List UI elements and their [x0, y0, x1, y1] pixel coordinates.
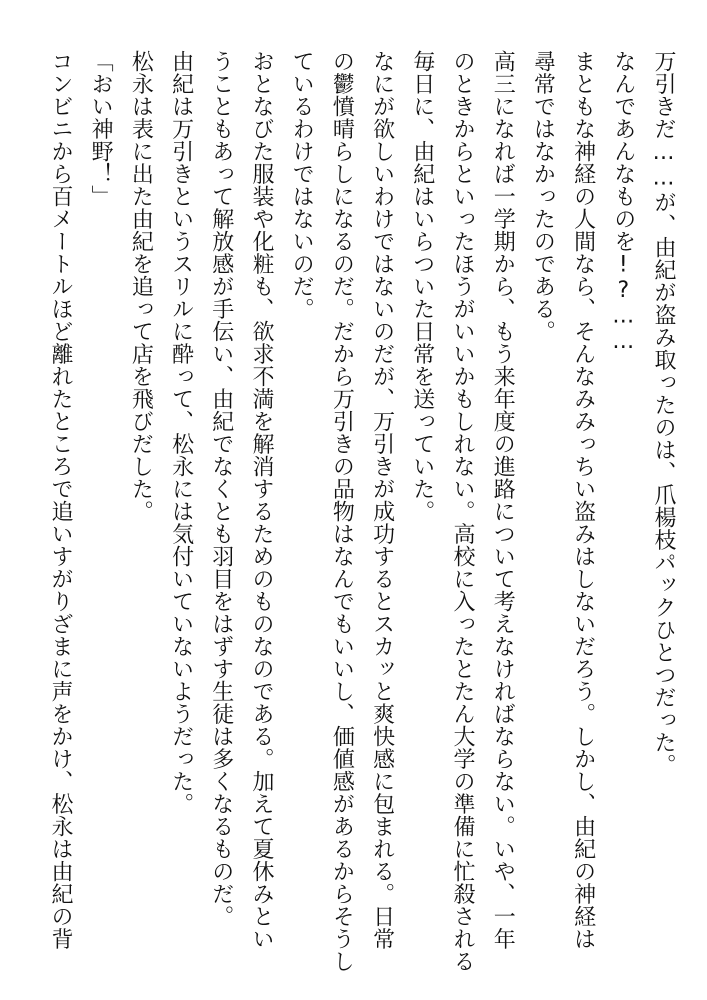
text-column: なんであんなものを!?…… — [610, 50, 636, 355]
text-column: なにが欲しいわけではないのだが、万引きが成功するとスカッと爽快感に包まれる。日常 — [369, 50, 395, 950]
text-column: 「おい神野！」 — [88, 50, 114, 208]
text-column: 松永は表に出た由紀を追って店を飛びだした。 — [128, 50, 154, 523]
text-column: うこともあって解放感が手伝い、由紀でなくとも羽目をはずす生徒は多くなるものだ。 — [208, 50, 234, 928]
text-column: おとなびた服装や化粧も、欲求不満を解消するためのものなのである。加えて夏休みとい — [248, 50, 274, 950]
text-column: 高三になれば一学期から、もう来年度の進路について考えなければならない。いや、一年 — [490, 50, 516, 950]
text-column: 毎日に、由紀はいらついた日常を送っていた。 — [409, 50, 435, 523]
text-column: のときからといったほうがいいかもしれない。高校に入ったとたん大学の準備に忙殺される — [449, 50, 475, 973]
text-column: の鬱憤晴らしになるのだ。だから万引きの品物はなんでもいいし、価値感があるからそうし — [329, 50, 355, 973]
text-column: ているわけではないのだ。 — [289, 50, 315, 320]
text-column: まともな神経の人間なら、そんなみみっちい盗みはしないだろう。しかし、由紀の神経は — [570, 50, 596, 950]
text-column: 由紀は万引きというスリルに酔って、松永には気付いていないようだった。 — [168, 50, 194, 815]
text-column: 万引きだ……が、由紀が盗み取ったのは、爪楊枝パックひとつだった。 — [651, 50, 676, 776]
vertical-text-body — [40, 50, 683, 980]
text-column: コンビニから百メートルほど離れたところで追いすがりざまに声をかけ、松永は由紀の背 — [47, 50, 73, 950]
text-column: 尋常ではなかったのである。 — [530, 50, 556, 343]
